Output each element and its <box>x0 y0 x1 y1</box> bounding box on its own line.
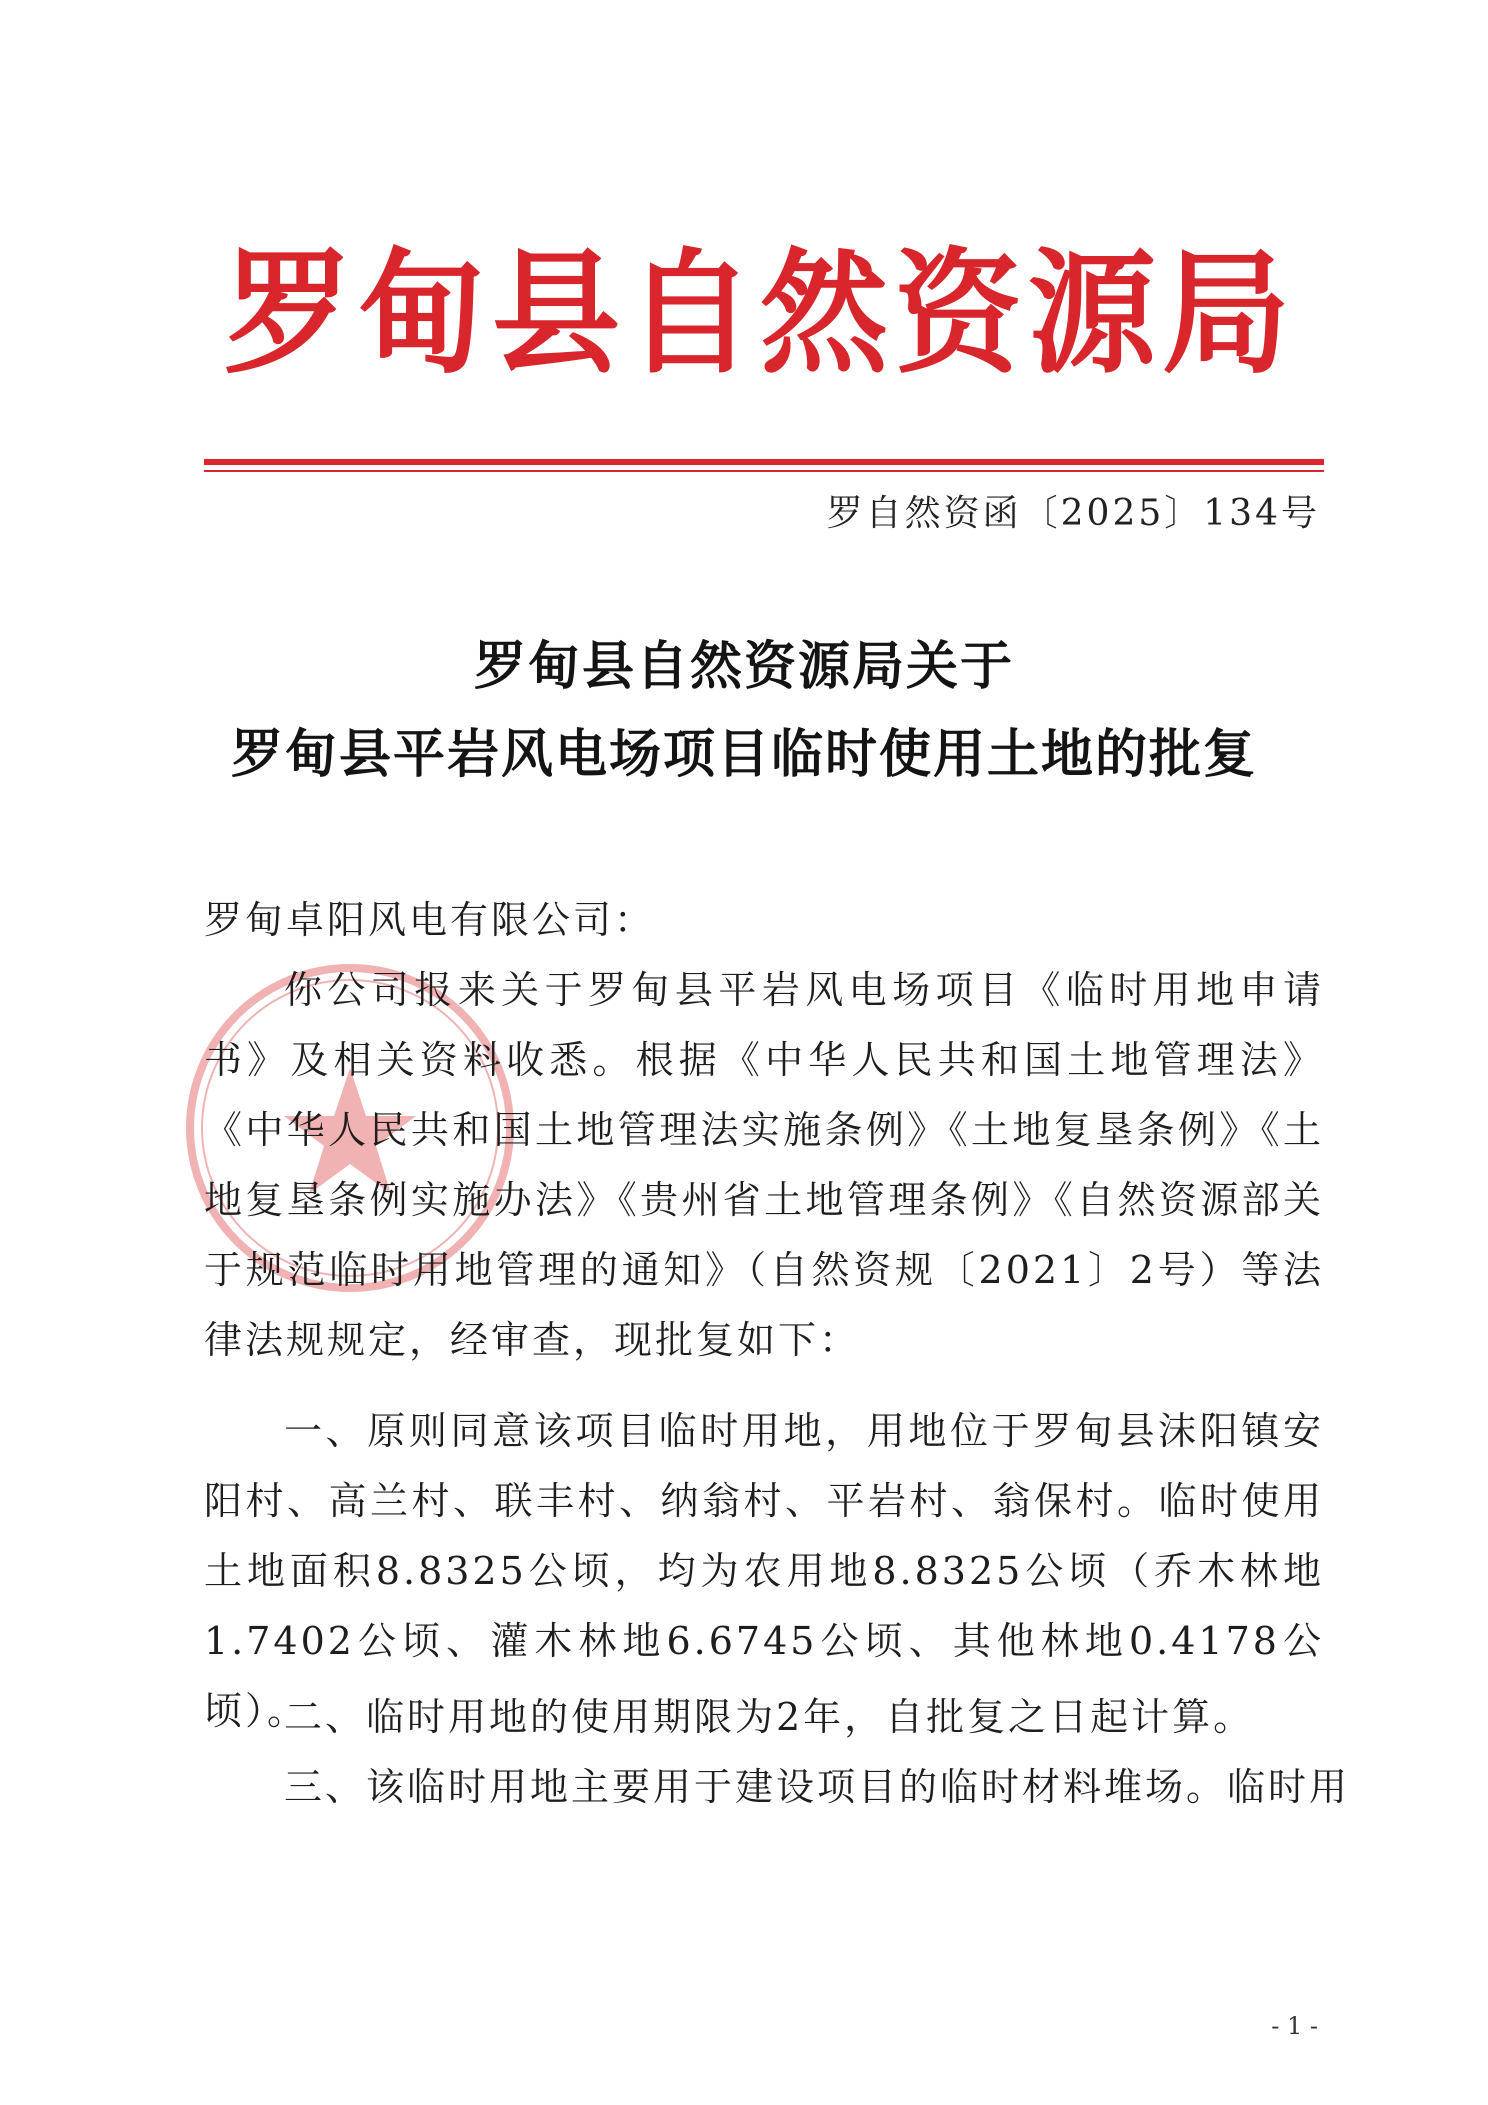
paragraph-item-3: 三、该临时用地主要用于建设项目的临时材料堆场。临时用 <box>284 1765 1351 1809</box>
document-number: 罗自然资函〔2025〕134号 <box>826 493 1320 534</box>
red-rule-thin <box>204 470 1324 472</box>
title-line-2: 罗甸县平岩风电场项目临时使用土地的批复 <box>230 725 1257 785</box>
title-line-1: 罗甸县自然资源局关于 <box>473 637 1014 697</box>
paragraph-intro: 你公司报来关于罗甸县平岩风电场项目《临时用地申请书》及相关资料收悉。根据《中华人民共和国土地管理法》《中华人民共和国土地管理法实施条例》《土地复垦条例》《土地复垦条例实施办法》《贵州省土地管理条例》《自然资源部关于规范临时用地管理的通知》（自然资规〔2021〕2号）等法律法规规定，经审查，现批复如下： <box>204 968 1324 1362</box>
issuer-masthead: 罗甸县自然资源局 <box>223 236 1296 393</box>
salutation: 罗甸卓阳风电有限公司： <box>204 898 656 942</box>
red-rule-thick <box>204 459 1324 465</box>
paragraph-item-1: 一、原则同意该项目临时用地，用地位于罗甸县沫阳镇安阳村、高兰村、联丰村、纳翁村、平岩村、翁保村。临时使用土地面积8.8325公顷，均为农用地8.8325公顷（乔木林地1.7402公顷、灌木林地6.6745公顷、其他林地0.4178公顷）。 <box>204 1409 1324 1733</box>
page-number: - 1 - <box>1271 2012 1318 2040</box>
paragraph-item-2: 二、临时用地的使用期限为2年，自批复之日起计算。 <box>284 1695 1255 1739</box>
